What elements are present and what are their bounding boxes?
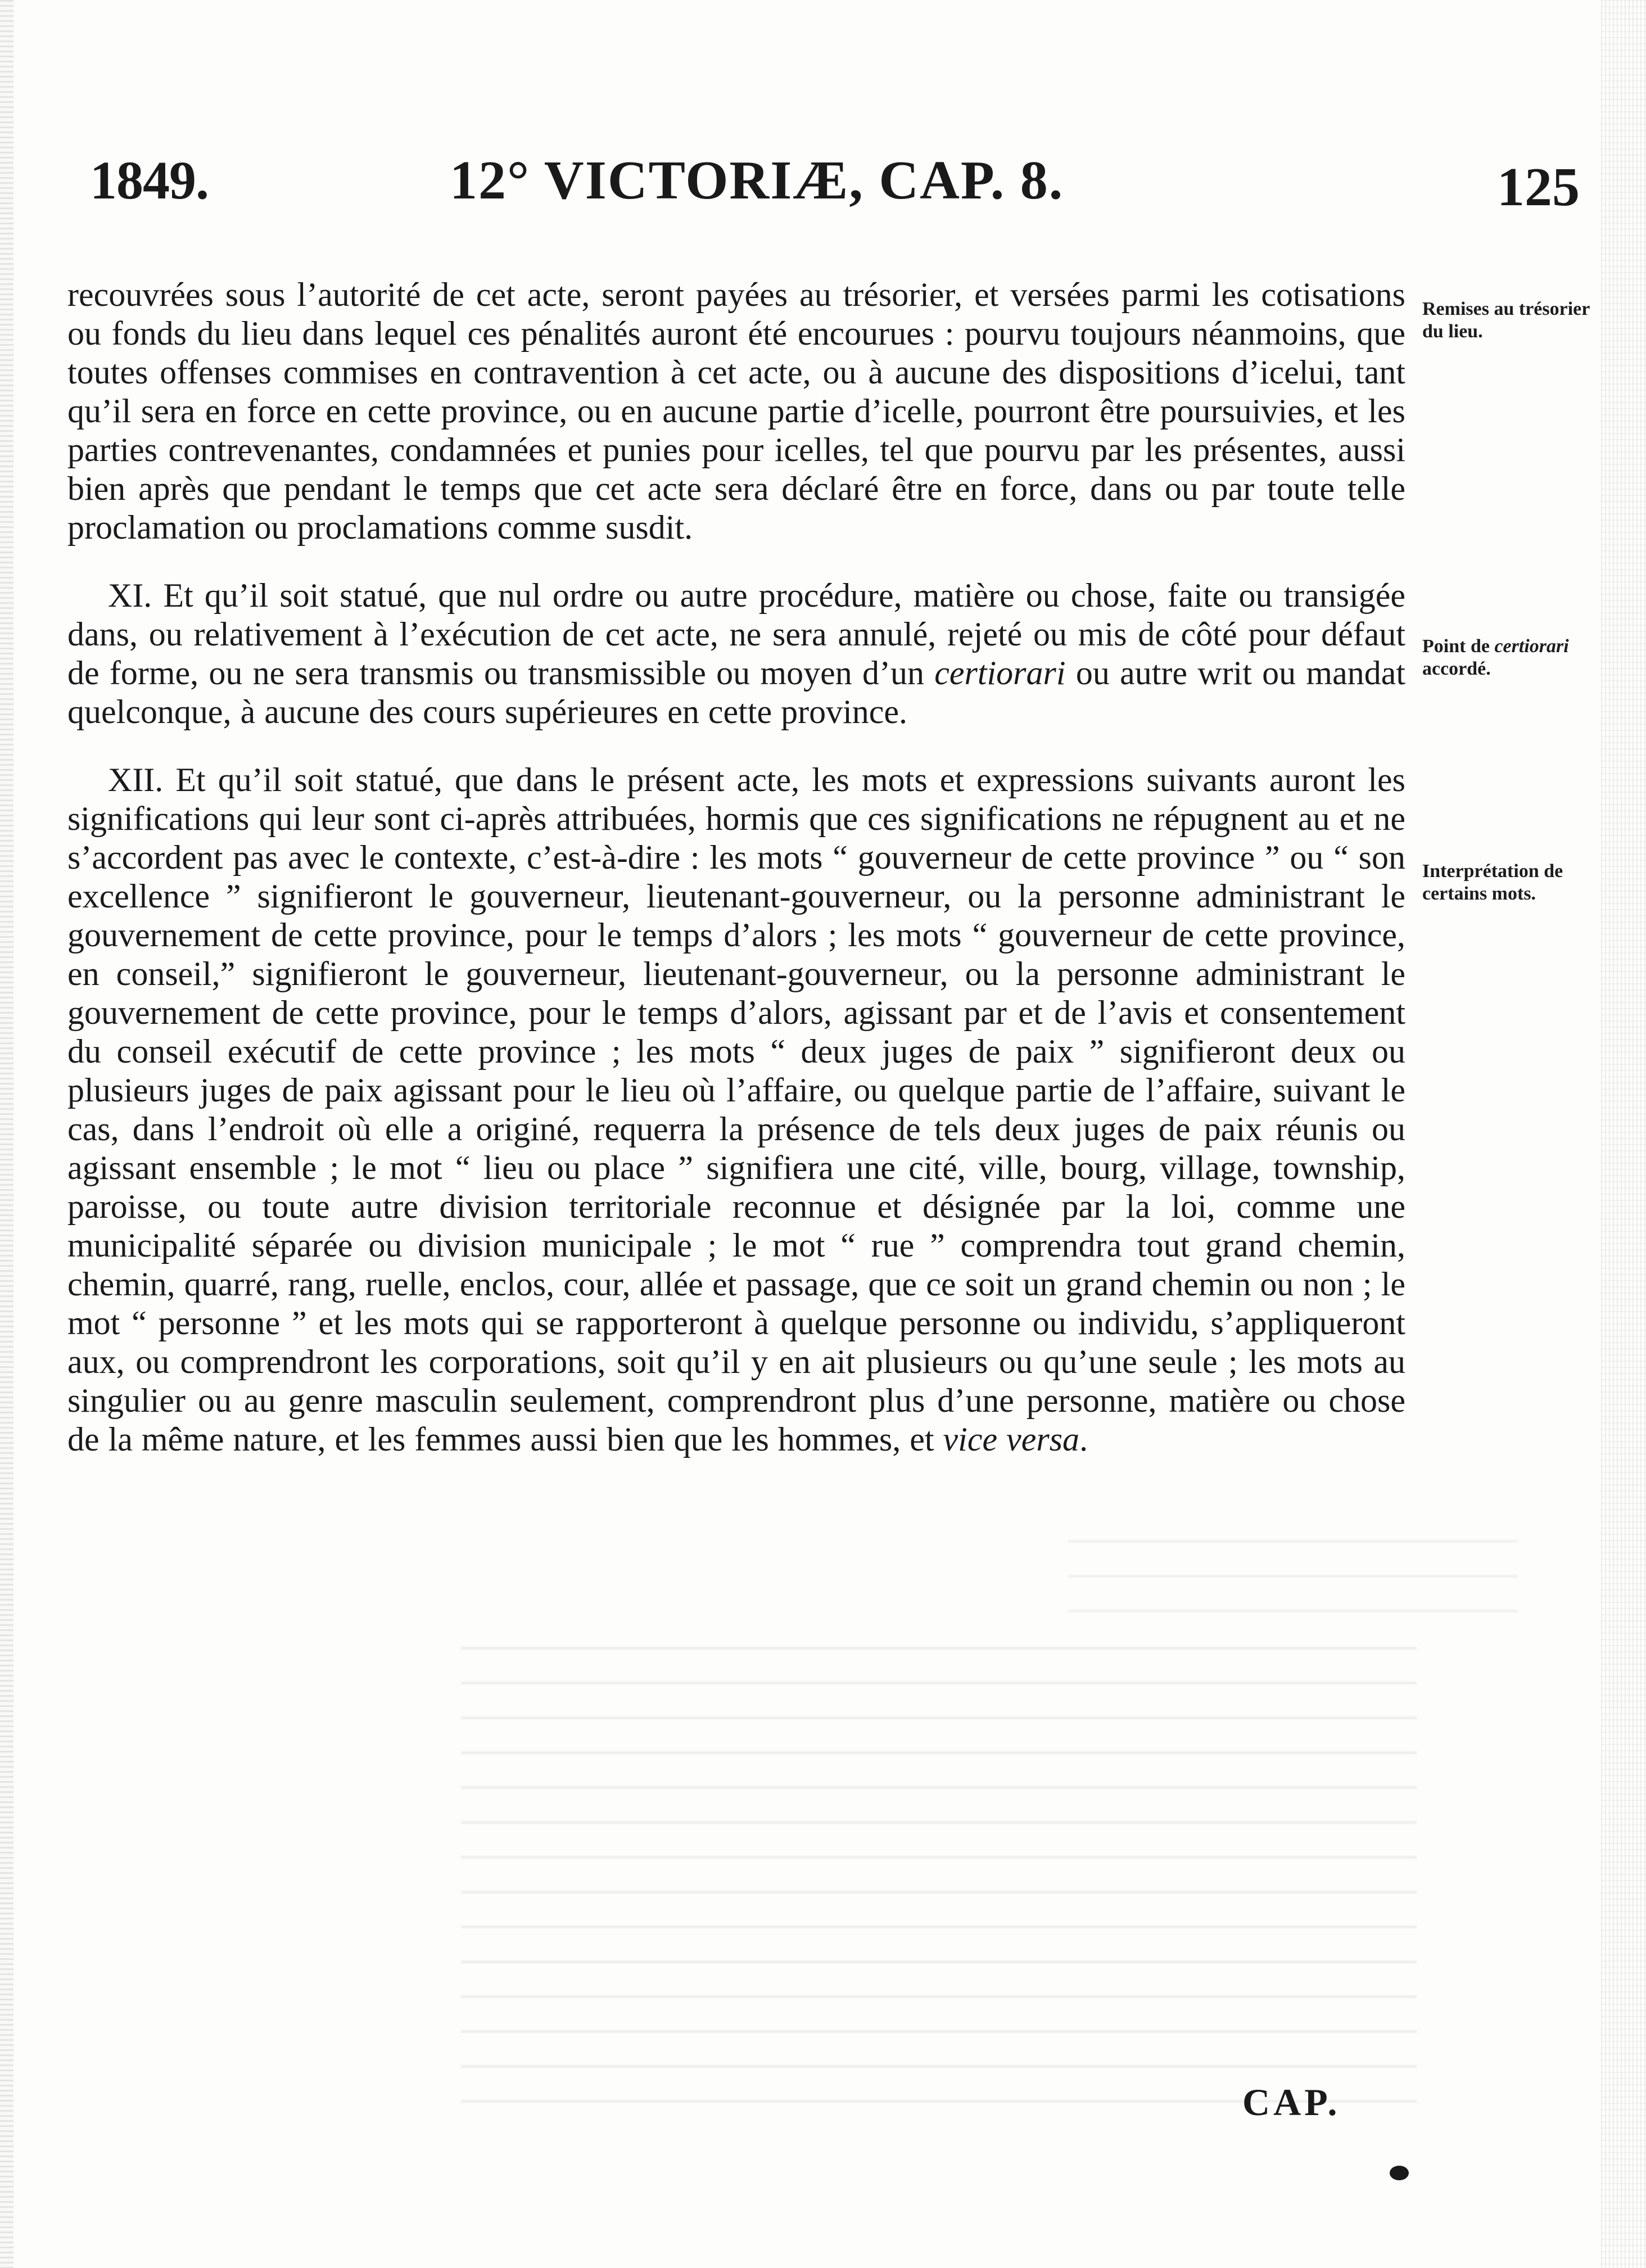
page-number: 125: [1497, 157, 1580, 218]
paragraph-text: Et qu’il soit statué, que nul ordre ou autre procédure, matière ou chose, faite ou transigée dans, ou relativement à l’exécution de cet acte, ne sera annulé, rejeté ou mis de côté pour défaut de forme, ou ne sera transmis ou transmissible ou moyen d’un: [67, 577, 1406, 692]
italic-term: vice versa: [943, 1421, 1080, 1458]
marginal-note-text-end: accordé.: [1422, 658, 1491, 679]
marginal-note-remises: Remises au trésorier du lieu.: [1422, 299, 1590, 342]
header-year: 1849.: [90, 150, 209, 210]
bleed-through-text: [1068, 1540, 1518, 1619]
marginal-note-interpretation: Interprétation de certains mots.: [1422, 861, 1563, 904]
paragraph-text: recouvrées sous l’autorité de cet acte, seront payées au trésorier, et versées parmi les cotisations ou fonds du lieu dans lequel ces pénalités auront été encourues : pourvu toujours néanmoins, que toutes offenses commises en contravention à cet acte, ou à aucune des dispositions d’icelui, tant qu’il sera en force en cette province, ou en aucune partie d’icelle, pourront être poursuivies, et les parties contrevenantes, condamnées et punies pour icelles, tel que pourvu par les présentes, aussi bien après que pendant le temps que cet acte sera déclaré être en force, dans ou par toute telle proclamation ou proclamations comme susdit.: [67, 276, 1405, 546]
running-header: [90, 149, 1580, 233]
page-spine-shadow: [0, 0, 13, 2268]
paragraph-text-end: .: [1079, 1421, 1088, 1458]
paragraph-continuation: [67, 275, 1405, 547]
marginal-note-italic: certiorari: [1494, 636, 1569, 657]
bleed-through-text: [461, 1647, 1417, 2108]
header-title: 12° VICTORIÆ, CAP. 8.: [450, 150, 1064, 211]
catchword: CAP.: [1242, 2081, 1341, 2124]
section-11: [67, 576, 1405, 731]
page-edge-noise: [1601, 0, 1646, 2268]
section-number: XI.: [108, 577, 152, 614]
body-text: [67, 275, 1405, 1459]
marginal-note-text: Point de: [1422, 636, 1490, 657]
section-number: XII.: [108, 761, 164, 798]
ink-blot: [1390, 2166, 1409, 2180]
paragraph-text-end: ou autre writ ou mandat quelconque, à aucune des cours supérieures en cette province.: [67, 654, 1406, 730]
paragraph-text: Et qu’il soit statué, que dans le présent acte, les mots et expressions suivants auront les significations qui leur sont ci-après attribuées, hormis que ces significations ne répugnent au et ne s’accordent pas avec le contexte, c’est-à-dire : les mots “ gouverneur de cette province ” ou “ son excellence ” signifieront le gouverneur, lieutenant-gouverneur, ou la personne administrant le gouvernement de cette province, pour le temps d’alors ; les mots “ gouverneur de cette province, en conseil,” signifieront le gouverneur, lieutenant-gouverneur, ou la personne administrant le gouvernement de cette province, pour le temps d’alors, agissant par et de l’avis et consentement du conseil exécutif de cette province ; les mots “ deux juges de paix ” signifieront deux ou plusieurs juges de paix agissant pour le lieu où l’affaire, ou quelque partie de l’affaire, suivant le cas, dans l’endroit où elle a originé, requerra la présence de tels deux juges de paix réunis ou agissant ensemble ; le mot “ lieu ou place ” signifiera une cité, ville, bourg, village, township, paroisse, ou toute autre division territoriale reconnue et désignée par la loi, comme une municipalité séparée ou division municipale ; le mot “ rue ” comprendra tout grand chemin, chemin, quarré, rang, ruelle, enclos, cour, allée et passage, que ce soit un grand chemin ou non ; le mot “ personne ” et les mots qui se rapporteront à quelque personne ou individu, s’appliqueront aux, ou comprendront les corporations, soit qu’il y en ait plusieurs ou qu’une seule ; les mots au singulier ou au genre masculin seulement, comprendront plus d’une personne, matière ou chose de la même nature, et les femmes aussi bien que les hommes, et: [67, 761, 1405, 1458]
section-12: [67, 761, 1405, 1459]
marginal-note-certiorari: [1422, 635, 1591, 680]
italic-term: certiorari: [934, 654, 1066, 692]
